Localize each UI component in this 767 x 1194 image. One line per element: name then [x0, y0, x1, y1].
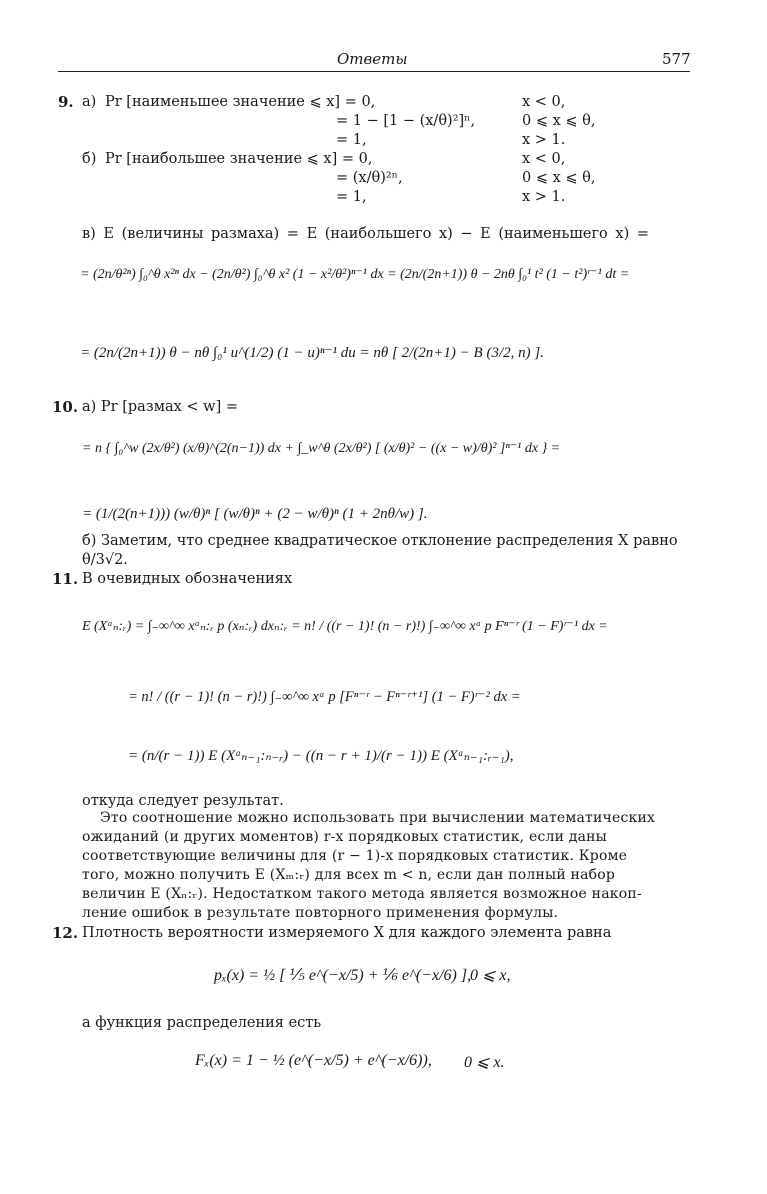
problem-12-mid: а функция распределения есть [82, 1015, 322, 1031]
running-header-title: Ответы [337, 50, 408, 68]
problem-9a-line-1: Pr [наименьшее значение ⩽ x] = 0, [105, 94, 376, 110]
problem-9b-cond-1: x < 0, [522, 151, 566, 167]
problem-9b-line-3: = 1, [336, 189, 367, 205]
problem-9v-equation-1: = (2n/θ²ⁿ) ∫₀^θ x²ⁿ dx − (2n/θ²) ∫₀^θ x² (1 − x²/θ²)ⁿ⁻¹ dx = (2n/(2n+1)) θ − 2nθ ∫₀¹ t² (1 − t²)ʳ⁻¹ dt = [80, 267, 630, 282]
problem-9b-cond-2: 0 ⩽ x ⩽ θ, [522, 170, 596, 186]
problem-11-intro: В очевидных обозначениях [82, 571, 293, 587]
problem-11-paragraph-line-6: ление ошибок в результате повторного применения формулы. [82, 905, 559, 921]
problem-9a-cond-2: 0 ⩽ x ⩽ θ, [522, 113, 596, 129]
problem-10a-line: а) Pr [размах < w] = [82, 399, 238, 415]
problem-10a-equation-1: = n { ∫₀^w (2x/θ²) (x/θ)^(2(n−1)) dx + ∫_w^θ (2x/θ²) [ (x/θ)² − ((x − w)/θ)² ]ⁿ⁻¹ dx } = [82, 441, 561, 456]
problem-11-number: 11. [52, 570, 79, 588]
problem-9a-cond-3: x > 1. [522, 132, 566, 148]
problem-11-paragraph-line-2: ожиданий (и других моментов) r-х порядковых статистик, если даны [82, 829, 608, 845]
problem-9b-label: б) [82, 151, 97, 167]
problem-11-paragraph-line-3: соответствующие величины для (r − 1)-х порядковых статистик. Кроме [82, 848, 628, 864]
problem-9v-line: в) E (величины размаха) = E (наибольшего x) − E (наименьшего x) = [82, 226, 649, 242]
problem-9v-equation-2: = (2n/(2n+1)) θ − nθ ∫₀¹ u^(1/2) (1 − u)ⁿ⁻¹ du = nθ [ 2/(2n+1) − B (3/2, n) ]. [80, 345, 544, 361]
problem-9a-label: а) [82, 94, 97, 110]
problem-9-number: 9. [58, 93, 74, 111]
problem-11-after: откуда следует результат. [82, 793, 284, 809]
problem-10b-text-1: б) Заметим, что среднее квадратическое отклонение распределения X равно [82, 533, 678, 549]
problem-12-equation-1-condition: 0 ⩽ x, [470, 967, 511, 984]
problem-11-paragraph-line-1: Это соотношение можно использовать при вычислении математических [100, 810, 656, 826]
problem-10-number: 10. [52, 398, 79, 416]
problem-10a-equation-2: = (1/(2(n+1))) (w/θ)ⁿ [ (w/θ)ⁿ + (2 − w/θ)ⁿ (1 + 2nθ/w) ]. [82, 506, 428, 522]
problem-9b-cond-3: x > 1. [522, 189, 566, 205]
problem-11-paragraph-line-5: величин E (Xₙ:ᵣ). Недостатком такого метода является возможное накоп- [82, 886, 642, 902]
problem-11-equation-3: = (n/(r − 1)) E (Xᵃₙ₋₁:ₙ₋ᵣ) − ((n − r + 1)/(r − 1)) E (Xᵃₙ₋₁:ᵣ₋₁), [128, 748, 514, 764]
problem-12-number: 12. [52, 924, 79, 942]
problem-10b-text-2: θ/3√2. [82, 552, 128, 568]
problem-12-intro: Плотность вероятности измеряемого X для каждого элемента равна [82, 925, 612, 941]
problem-9a-cond-1: x < 0, [522, 94, 566, 110]
problem-11-equation-1: E (Xᵃₙ:ᵣ) = ∫₋∞^∞ xᵃₙ:ᵣ p (xₙ:ᵣ) dxₙ:ᵣ = n! / ((r − 1)! (n − r)!) ∫₋∞^∞ xᵃ p Fⁿ⁻ʳ (1 − F)ʳ⁻¹ dx = [82, 619, 608, 634]
problem-9a-line-2: = 1 − [1 − (x/θ)²]ⁿ, [336, 113, 476, 129]
problem-11-paragraph-line-4: того, можно получить E (Xₘ:ᵣ) для всех m < n, если дан полный набор [82, 867, 616, 883]
problem-12-equation-2: Fₓ(x) = 1 − ½ (e^(−x/5) + e^(−x/6)), [195, 1052, 432, 1069]
page-number: 577 [662, 50, 691, 68]
problem-11-equation-2: = n! / ((r − 1)! (n − r)!) ∫₋∞^∞ xᵃ p [Fⁿ⁻ʳ − Fⁿ⁻ʳ⁺¹] (1 − F)ʳ⁻² dx = [128, 689, 521, 705]
header-rule [58, 71, 690, 72]
problem-9b-line-1: Pr [наибольшее значение ⩽ x] = 0, [105, 151, 373, 167]
problem-12-equation-2-condition: 0 ⩽ x. [464, 1054, 505, 1071]
problem-9b-line-2: = (x/θ)²ⁿ, [336, 170, 403, 186]
problem-12-equation-1: pₓ(x) = ½ [ ⅕ e^(−x/5) + ⅙ e^(−x/6) ], [214, 967, 472, 984]
problem-9a-line-3: = 1, [336, 132, 367, 148]
